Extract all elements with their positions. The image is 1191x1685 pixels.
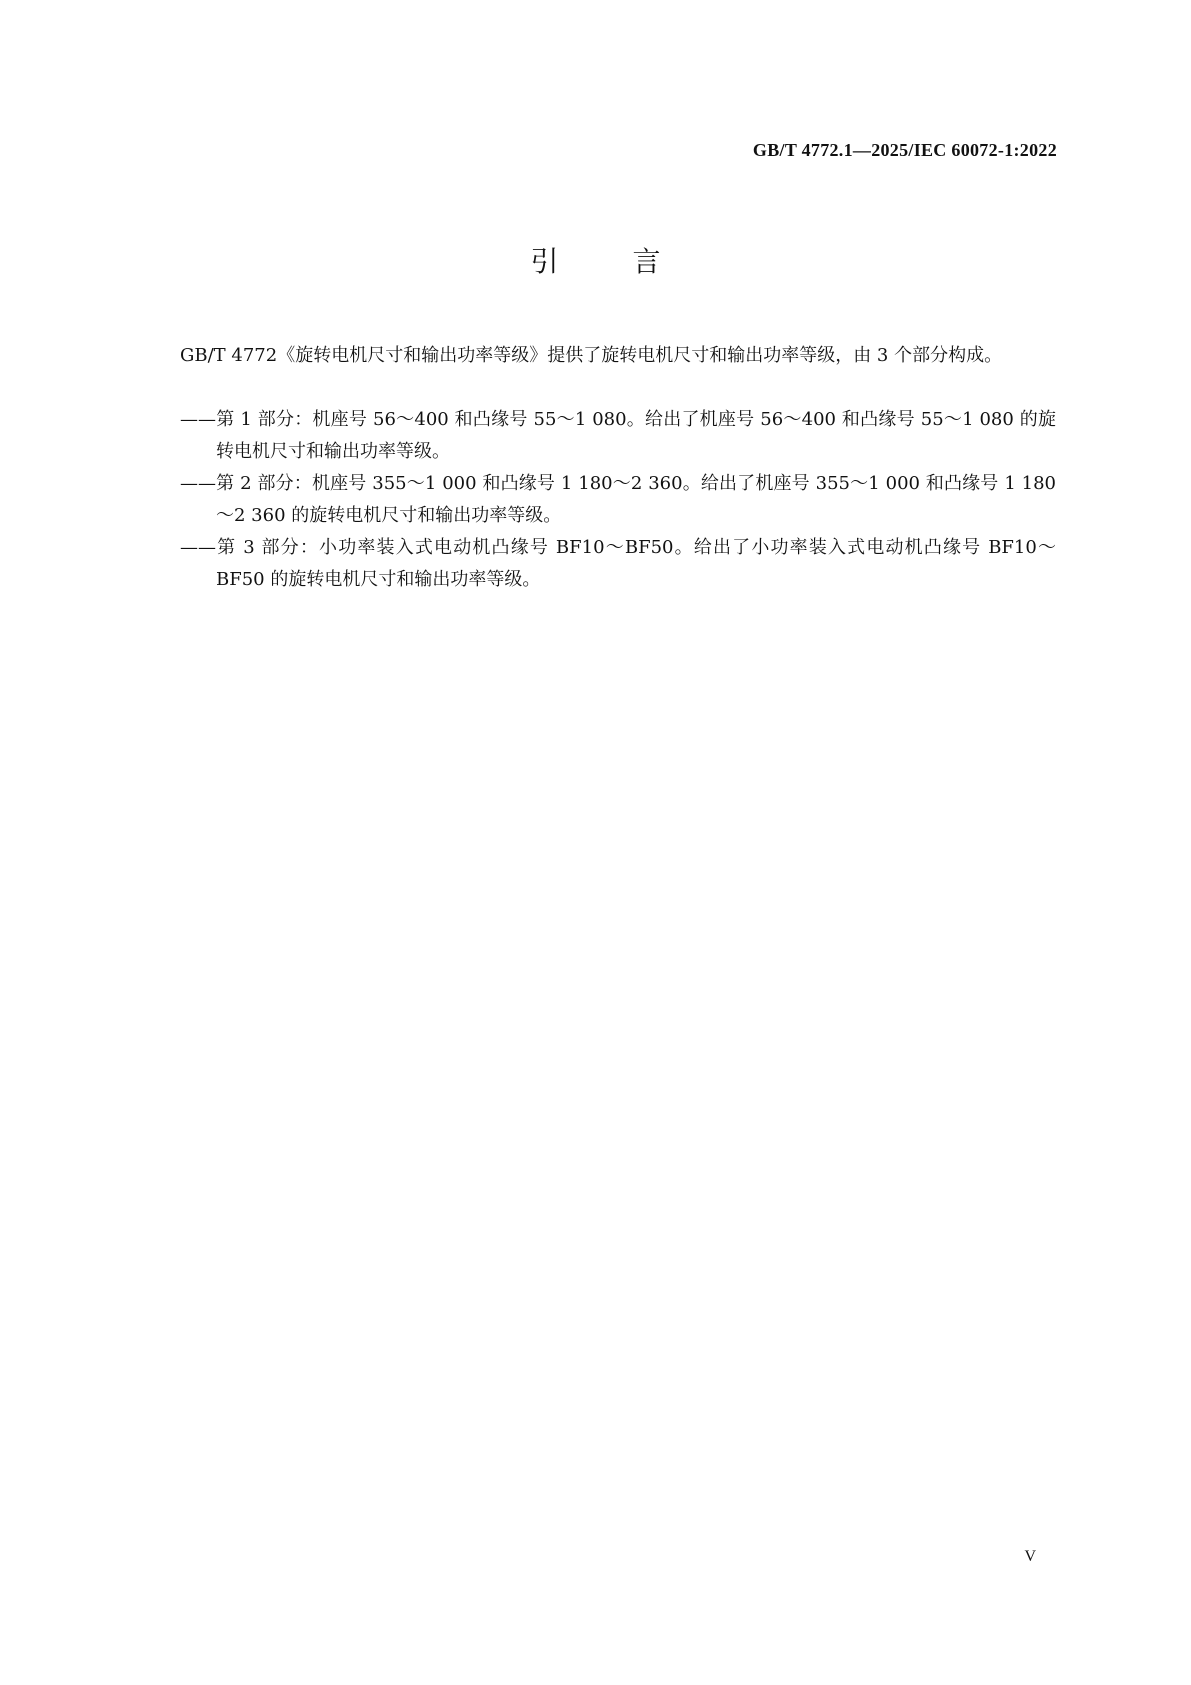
page-number: V xyxy=(1024,1548,1036,1565)
intro-paragraph: GB/T 4772《旋转电机尺寸和输出功率等级》提供了旋转电机尺寸和输出功率等级，由 3 个部分构成。 xyxy=(180,345,1003,366)
parts-list xyxy=(144,404,1056,596)
page-title: 引言 xyxy=(530,245,735,278)
part-item-3: ——第 3 部分：小功率装入式电动机凸缘号 BF10～BF50。给出了小功率装入式电动机凸缘号 BF10～BF50 的旋转电机尺寸和输出功率等级。 xyxy=(180,537,1056,590)
part-item-1: ——第 1 部分：机座号 56～400 和凸缘号 55～1 080。给出了机座号 56～400 和凸缘号 55～1 080 的旋转电机尺寸和输出功率等级。 xyxy=(180,409,1056,462)
standard-code-header: GB/T 4772.1—2025/IEC 60072-1:2022 xyxy=(752,140,1057,160)
part-item-2: ——第 2 部分：机座号 355～1 000 和凸缘号 1 180～2 360。给出了机座号 355～1 000 和凸缘号 1 180～2 360 的旋转电机尺寸和输出功率等级。 xyxy=(180,473,1056,526)
